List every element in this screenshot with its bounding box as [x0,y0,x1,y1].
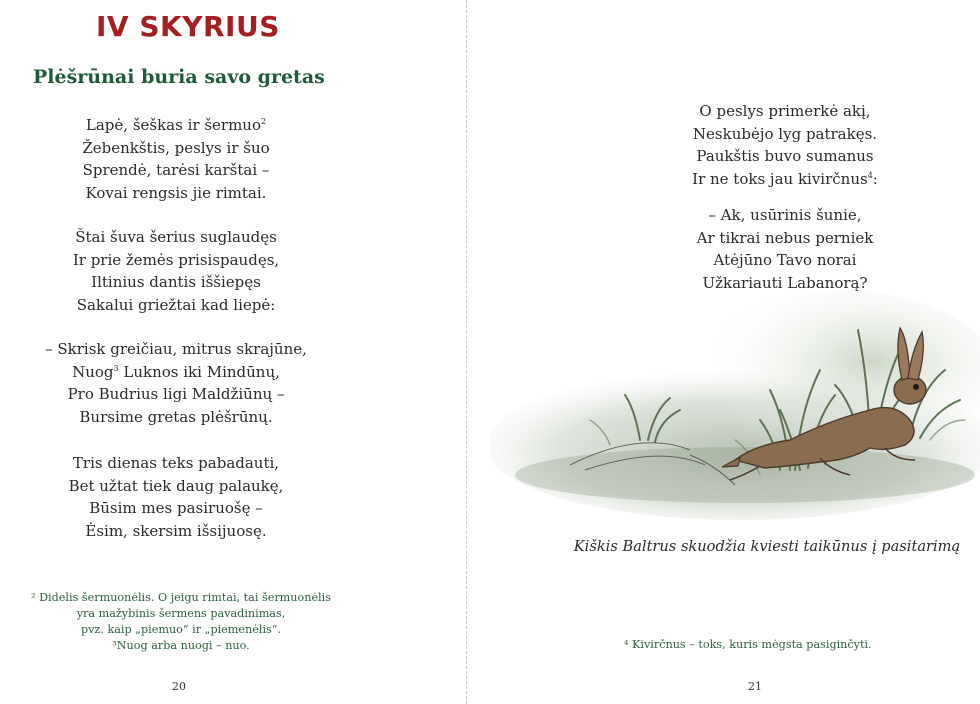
chapter-subtitle: Plėšrūnai buria savo gretas [33,66,325,88]
stanza-4 [0,452,352,542]
verse-line: Bet užtat tiek daug palaukę, [68,476,284,495]
stanza-3 [0,338,352,428]
footnote-2-line: ² Didelis šermuonėlis. O jeigu rimtai, tai šermuonėlis [31,591,331,604]
verse-line: Sprendė, tarėsi karštai – [82,161,270,179]
verse-line: – Skrisk greičiau, mitrus skrajūne, [45,340,307,358]
page-number-left: 20 [172,680,186,693]
verse-line: Žebenkštis, peslys ir šuo [82,138,270,157]
footnote-ref: 2 [261,117,267,126]
hare-illustration [490,270,980,530]
verse-line: Sakalui griežtai kad liepė: [76,295,276,314]
verse-line: Neskubėjo lyg patrakęs. [692,124,878,143]
verse-line: Ir prie žemės prisispaudęs, [72,250,280,269]
footnote-3-line: ³Nuog arba nuogi – nuo. [112,639,250,652]
verse-line: Lapė, šeškas ir šermuo$^2$ [85,116,267,134]
verse-line: Bursime gretas plėšrūnų. [79,407,273,426]
stanza-2 [0,226,352,316]
chapter-heading: IV SKYRIUS [96,10,280,43]
right-page [470,0,980,704]
stanza-1 [0,114,352,204]
footnote-ref: 3 [113,363,119,373]
verse-line: Ėsim, skersim išsijuosę. [85,521,267,540]
verse-line: – Ak, usūrinis šunie, [708,206,862,224]
footnote-2-line: yra mažybinis šermens pavadinimas, [76,607,286,620]
verse-line: Atėjūno Tavo norai [713,251,857,269]
verse-line: Paukštis buvo sumanus [696,147,874,165]
verse-line: Ir ne toks jau kivirčnus$^4$: [692,169,878,188]
verse-line: Nuog$^3$ Luknos iki Mindūnų, [72,362,280,381]
verse-line: Pro Budrius ligi Maldžiūnų – [67,385,285,403]
page-number-right: 21 [748,680,762,693]
verse-line: Būsim mes pasiruošę – [89,499,263,517]
verse-line: Tris dienas teks pabadauti, [72,454,280,472]
verse-line: Ar tikrai nebus perniek [696,228,874,247]
footnote-4: ⁴ Kivirčnus – toks, kuris mėgsta pasiginčyti. [624,638,872,651]
page-gutter [466,0,467,704]
verse-line: Iltinius dantis iššiepęs [91,273,261,291]
verse-line: Štai šuva šerius suglaudęs [75,228,277,246]
verse-line: Kovai rengsis jie rimtai. [85,183,267,202]
verse-line: Užkariauti Labanorą? [702,273,868,292]
left-page [0,0,466,704]
footnotes [0,590,362,654]
verse-line: O peslys primerkė akį, [699,102,871,120]
illustration-caption: Kiškis Baltrus skuodžia kviesti taikūnus į pasitarimą [573,538,961,555]
footnote-ref: 4 [867,170,873,180]
stanza-5 [620,100,950,190]
footnote-2-line: pvz. kaip „piemuo“ ir „piemenėlis“. [80,623,282,636]
